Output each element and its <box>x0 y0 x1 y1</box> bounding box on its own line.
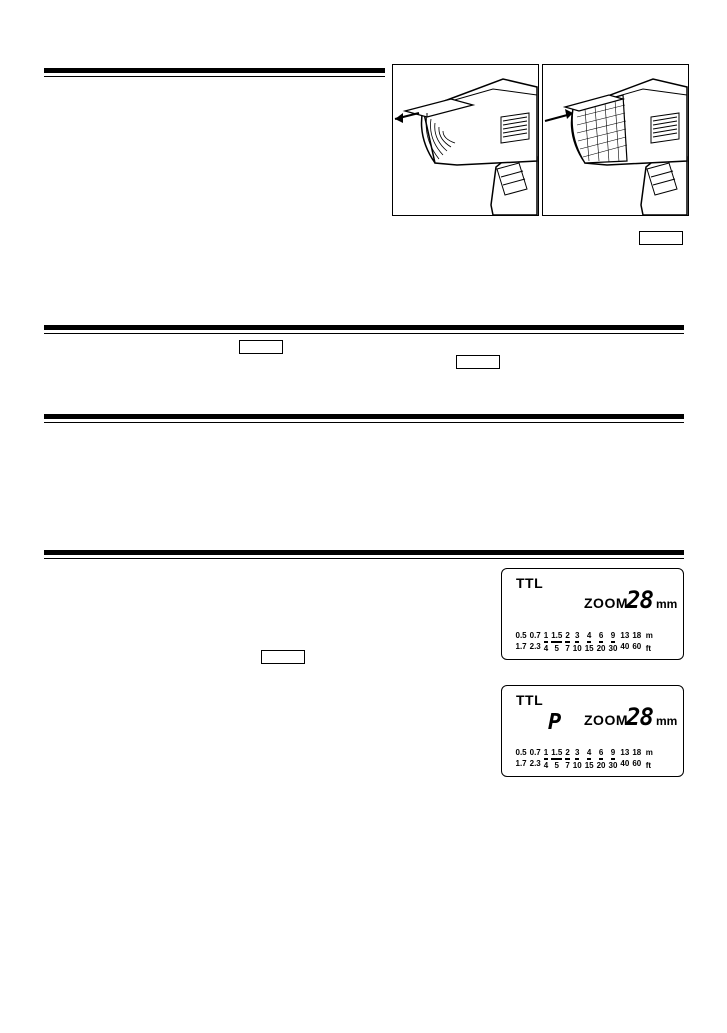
scale-column <box>571 748 583 770</box>
scale-feet-value: 40 <box>620 759 630 768</box>
scale-feet-value: 10 <box>572 761 582 770</box>
scale-feet-value: 30 <box>608 644 618 653</box>
scale-feet-value: 10 <box>572 644 582 653</box>
distance-scale <box>514 748 653 770</box>
scale-feet-value: 20 <box>596 761 606 770</box>
scale-feet-value: 60 <box>632 759 642 768</box>
scale-meters-value: 9 <box>611 631 615 643</box>
scale-meters-value: 0.7 <box>529 748 541 757</box>
unit-feet: ft <box>645 760 652 770</box>
scale-column <box>571 631 583 653</box>
scale-meters-value: 4 <box>587 631 591 643</box>
scale-column <box>631 631 643 651</box>
zoom-value: 28 <box>626 586 653 614</box>
scale-feet-value: 40 <box>620 642 630 651</box>
scale-column <box>550 748 564 770</box>
scale-column <box>528 631 542 651</box>
section-rule-1 <box>44 68 385 73</box>
scale-meters-value: 13 <box>620 748 630 757</box>
scale-feet-value: 2.3 <box>529 759 541 768</box>
distance-scale <box>514 631 653 653</box>
scale-column <box>595 748 607 770</box>
scale-feet-value: 2.3 <box>529 642 541 651</box>
scale-column <box>564 631 571 653</box>
unit-meters: m <box>645 748 653 757</box>
scale-column <box>542 748 549 770</box>
page-reference-box <box>456 355 500 369</box>
scale-column <box>607 748 619 770</box>
scale-meters-value: 6 <box>599 748 603 760</box>
scale-feet-value: 1.7 <box>515 759 527 768</box>
page-reference-box <box>261 650 305 664</box>
scale-feet-value: 30 <box>608 761 618 770</box>
scale-column <box>514 748 528 768</box>
scale-meters-value: 9 <box>611 748 615 760</box>
page-reference-box <box>239 340 283 354</box>
zoom-label: ZOOM <box>584 595 628 611</box>
scale-meters-value: 0.7 <box>529 631 541 640</box>
scale-feet-value: 4 <box>543 644 549 653</box>
scale-column <box>514 631 528 651</box>
scale-feet-value: 5 <box>554 761 559 770</box>
flash-head-illustration <box>393 65 538 215</box>
scale-column <box>542 631 549 653</box>
scale-units <box>643 631 653 653</box>
scale-feet-value: 60 <box>632 642 642 651</box>
scale-meters-value: 0.5 <box>515 748 527 757</box>
flash-head-illustration <box>543 65 688 215</box>
scale-column <box>583 631 595 653</box>
scale-meters-value: 1 <box>544 631 548 643</box>
scale-feet-value: 15 <box>584 644 594 653</box>
scale-column <box>583 748 595 770</box>
scale-meters-value: 1.5 <box>551 631 562 643</box>
ttl-indicator: TTL <box>516 575 544 591</box>
zoom-value: 28 <box>626 703 653 731</box>
unit-feet: ft <box>645 643 652 653</box>
scale-column <box>595 631 607 653</box>
page-reference-box <box>639 231 683 245</box>
flash-head-figure-retracted <box>392 64 539 216</box>
scale-meters-value: 2 <box>565 631 569 643</box>
scale-meters-value: 2 <box>565 748 569 760</box>
section-rule-2 <box>44 325 684 330</box>
scale-column <box>528 748 542 768</box>
scale-feet-value: 20 <box>596 644 606 653</box>
scale-feet-value: 7 <box>565 761 570 770</box>
program-mode-indicator: P <box>548 710 562 735</box>
scale-meters-value: 18 <box>632 631 642 640</box>
lcd-panel <box>501 685 684 777</box>
zoom-unit: mm <box>656 597 678 611</box>
scale-feet-value: 1.7 <box>515 642 527 651</box>
scale-meters-value: 18 <box>632 748 642 757</box>
scale-column <box>607 631 619 653</box>
scale-meters-value: 13 <box>620 631 630 640</box>
scale-meters-value: 4 <box>587 748 591 760</box>
scale-meters-value: 6 <box>599 631 603 643</box>
unit-meters: m <box>645 631 653 640</box>
scale-meters-value: 1 <box>544 748 548 760</box>
scale-feet-value: 4 <box>543 761 549 770</box>
scale-meters-value: 1.5 <box>551 748 562 760</box>
scale-column <box>550 631 564 653</box>
scale-meters-value: 3 <box>575 748 579 760</box>
scale-meters-value: 3 <box>575 631 579 643</box>
scale-units <box>643 748 653 770</box>
flash-head-figure-extended <box>542 64 689 216</box>
scale-column <box>619 748 631 768</box>
scale-column <box>619 631 631 651</box>
scale-meters-value: 0.5 <box>515 631 527 640</box>
scale-column <box>564 748 571 770</box>
lcd-panel <box>501 568 684 660</box>
section-rule-4 <box>44 550 684 555</box>
scale-feet-value: 7 <box>565 644 570 653</box>
zoom-unit: mm <box>656 714 678 728</box>
section-rule-3 <box>44 414 684 419</box>
scale-column <box>631 748 643 768</box>
zoom-label: ZOOM <box>584 712 628 728</box>
scale-feet-value: 15 <box>584 761 594 770</box>
scale-feet-value: 5 <box>554 644 559 653</box>
ttl-indicator: TTL <box>516 692 544 708</box>
